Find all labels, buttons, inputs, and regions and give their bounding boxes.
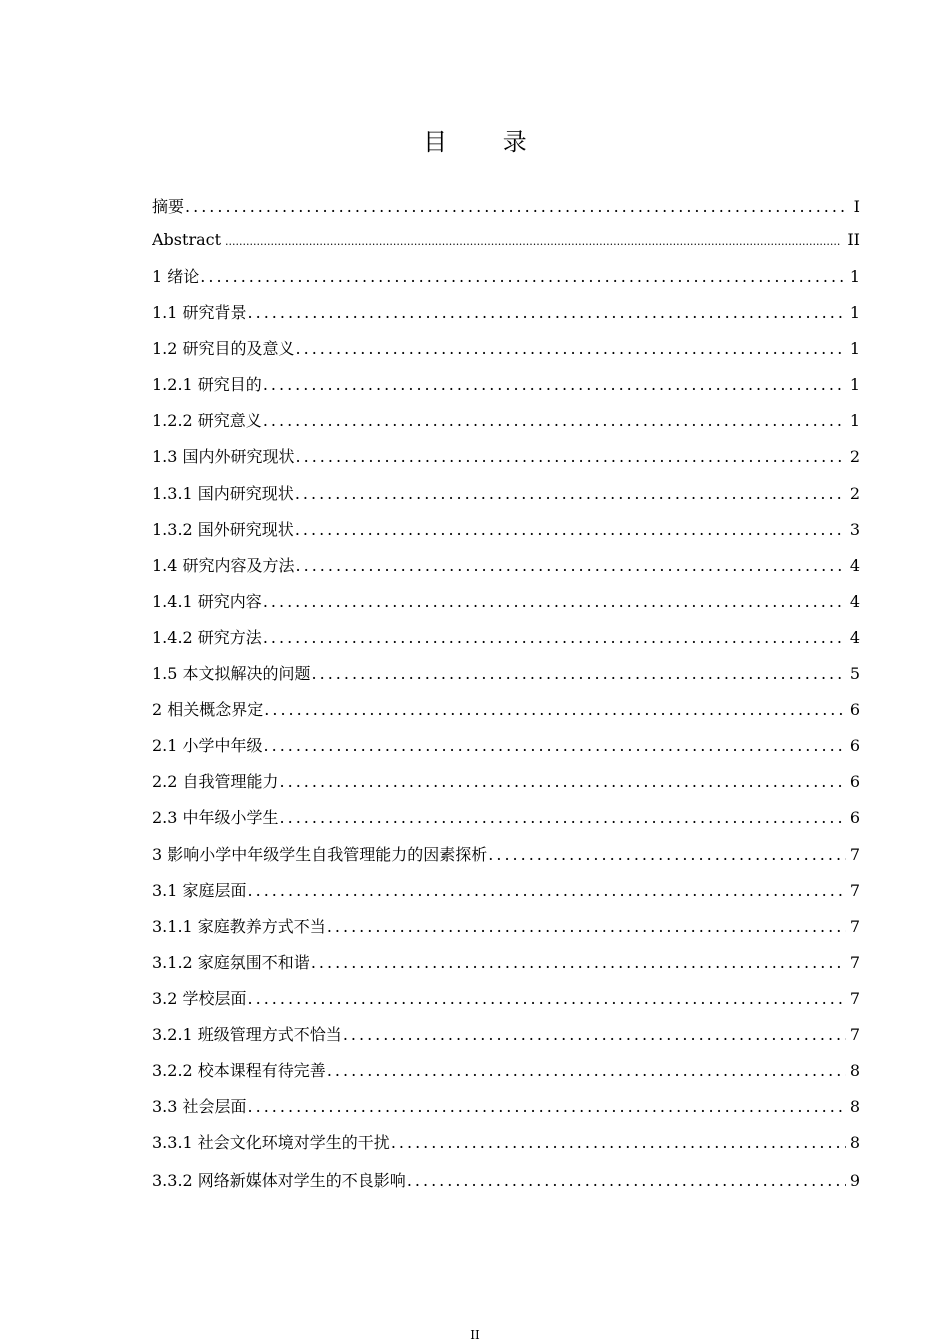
toc-entry-label: 3.1.2 家庭氛围不和谐 [152,953,310,972]
toc-entry-page: 6 [849,773,860,792]
toc-entry-abstract-en[interactable] [152,228,860,268]
dot-leader [295,521,846,539]
toc-entry[interactable] [152,737,860,773]
dot-leader [391,1134,846,1152]
toc-entry[interactable] [152,1062,860,1098]
toc-entry[interactable] [152,882,860,918]
dot-leader [327,918,846,936]
toc-entry-label: 3.1 家庭层面 [152,881,247,900]
dot-leader [407,1172,846,1190]
table-of-contents [152,198,860,1208]
toc-entry-label: 摘要 [152,198,185,216]
toc-entry-page: 7 [849,845,860,864]
toc-entry[interactable] [152,990,860,1026]
toc-entry[interactable] [152,485,860,521]
toc-entry-page: 8 [849,1098,860,1117]
toc-entry-page: 4 [849,628,860,647]
toc-entry-page: 6 [849,737,860,756]
toc-entry[interactable] [152,340,860,376]
toc-entry-label: 1.2 研究目的及意义 [152,340,295,359]
toc-entry-label: 1 绪论 [152,268,200,286]
toc-entry-page: 5 [849,665,860,684]
toc-entry-page: 1 [849,268,860,286]
toc-entry-page: 7 [849,917,860,936]
toc-entry-label: 3.2.2 校本课程有待完善 [152,1062,326,1081]
dot-leader [311,954,846,972]
dot-leader [296,448,846,466]
dot-leader [312,665,846,683]
toc-entry[interactable] [152,1098,860,1134]
toc-entry[interactable] [152,846,860,882]
toc-entry-page: 7 [849,953,860,972]
dot-leader [327,1062,846,1080]
toc-entry[interactable] [152,629,860,665]
toc-entry-label: 3.3.2 网络新媒体对学生的不良影响 [152,1171,406,1190]
toc-entry[interactable] [152,1134,860,1172]
toc-entry-page: 8 [849,1134,860,1153]
toc-entry[interactable] [152,268,860,304]
toc-entry[interactable] [152,1026,860,1062]
toc-entry-label: 1.3.2 国外研究现状 [152,520,294,539]
toc-entry[interactable] [152,1172,860,1208]
toc-entry-label: 1.5 本文拟解决的问题 [152,665,311,684]
dot-leader [296,557,846,575]
toc-entry-page: 1 [849,412,860,431]
toc-entry-label: 1.3 国内外研究现状 [152,448,295,467]
toc-entry-label: 3.3.1 社会文化环境对学生的干扰 [152,1134,390,1153]
page-title: 目 录 [423,128,551,156]
toc-entry-label: 2.2 自我管理能力 [152,773,279,792]
toc-entry[interactable] [152,701,860,737]
toc-entry-label: 1.4.2 研究方法 [152,628,262,647]
toc-entry[interactable] [152,918,860,954]
toc-entry[interactable] [152,521,860,557]
dot-leader [248,1098,846,1116]
toc-entry-page: II [847,230,860,249]
toc-entry-page: 1 [849,376,860,395]
dot-leader [296,340,846,358]
toc-entry[interactable] [152,448,860,484]
toc-entry-label: 3.2 学校层面 [152,989,247,1008]
toc-entry-label: 2 相关概念界定 [152,701,264,720]
toc-entry[interactable] [152,954,860,990]
dot-leader [264,701,846,719]
dot-leader [264,737,846,755]
toc-entry-page: I [853,198,860,216]
toc-entry[interactable] [152,809,860,845]
dot-leader [295,485,846,503]
toc-entry-label: 1.4.1 研究内容 [152,592,262,611]
toc-entry-label: 2.3 中年级小学生 [152,809,279,828]
toc-entry-page: 7 [849,1025,860,1044]
toc-entry-page: 6 [849,809,860,828]
toc-entry-label: 3 影响小学中年级学生自我管理能力的因素探析 [152,845,488,864]
toc-entry-label: 3.3 社会层面 [152,1098,247,1117]
toc-entry-label: 1.4 研究内容及方法 [152,556,295,575]
page-number: II [470,1328,480,1342]
toc-entry[interactable] [152,304,860,340]
dot-leader [488,846,846,864]
dot-leader [263,629,846,647]
toc-entry-page: 7 [849,881,860,900]
toc-entry[interactable] [152,593,860,629]
dot-leader [280,809,846,827]
toc-entry-label: 3.1.1 家庭教养方式不当 [152,917,326,936]
dot-leader [248,882,846,900]
toc-entry-label: 3.2.1 班级管理方式不恰当 [152,1025,342,1044]
toc-entry[interactable] [152,665,860,701]
dot-leader [185,198,848,216]
toc-entry[interactable] [152,557,860,593]
toc-entry-page: 6 [849,701,860,720]
toc-entry[interactable] [152,376,860,412]
dot-leader [263,593,846,611]
toc-entry-page: 4 [849,592,860,611]
toc-entry-page: 1 [849,340,860,359]
dot-leader [263,376,846,394]
dot-leader [248,990,846,1008]
toc-entry-label: 1.2.2 研究意义 [152,412,262,431]
toc-entry-label: 2.1 小学中年级 [152,737,263,756]
dot-leader [225,233,841,251]
toc-entry-label: Abstract [152,230,222,249]
toc-entry-label: 1.3.1 国内研究现状 [152,484,294,503]
toc-entry-page: 8 [849,1062,860,1081]
dot-leader [200,268,846,286]
toc-entry-page: 7 [849,989,860,1008]
toc-entry-page: 3 [849,520,860,539]
dot-leader [263,412,846,430]
toc-entry-page: 1 [849,304,860,323]
toc-entry-page: 9 [849,1171,860,1190]
dot-leader [248,304,846,322]
toc-entry-label: 1.2.1 研究目的 [152,376,262,395]
toc-entry[interactable] [152,773,860,809]
dot-leader [343,1026,846,1044]
dot-leader [280,773,846,791]
toc-entry-page: 2 [849,448,860,467]
toc-entry[interactable] [152,412,860,448]
toc-entry-page: 4 [849,556,860,575]
toc-entry-abstract-cn[interactable] [152,198,860,228]
toc-entry-page: 2 [849,484,860,503]
toc-entry-label: 1.1 研究背景 [152,304,247,323]
